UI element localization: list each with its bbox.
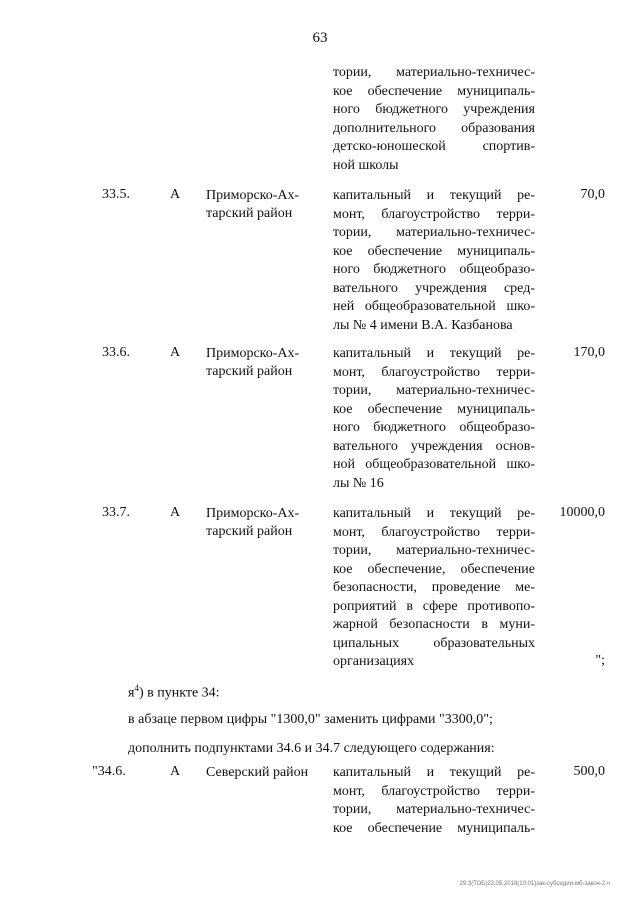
area-line: тарский район bbox=[206, 524, 293, 539]
description-line: тории, материально-техничес- bbox=[333, 65, 535, 80]
description-line: кое обеспечение муниципаль- bbox=[333, 401, 535, 417]
carryover-description bbox=[333, 64, 535, 175]
area-line: Приморско-Ах- bbox=[206, 346, 300, 361]
description-line: монт, благоустройство терри- bbox=[333, 364, 535, 380]
item-number: 33.5. bbox=[102, 187, 130, 202]
item-area bbox=[206, 505, 318, 541]
description-line: монт, благоустройство терри- bbox=[333, 783, 535, 799]
description-line: ней общеобразовательной шко- bbox=[333, 299, 535, 314]
description-line: лы № 16 bbox=[333, 475, 384, 491]
description-line: жарной безопасности в муни- bbox=[333, 617, 535, 632]
description-line: кое обеспечение муниципаль- bbox=[333, 820, 535, 836]
description-line: безопасности, проведение ме- bbox=[333, 580, 535, 595]
paragraph-text: я bbox=[128, 685, 135, 701]
page-number: 63 bbox=[312, 30, 328, 46]
item-value: 10000,0 bbox=[559, 505, 605, 520]
description-line: ного бюджетного общеобразо- bbox=[333, 262, 535, 277]
item-number: 33.6. bbox=[102, 345, 130, 360]
description-line: капитальный и текущий ре- bbox=[333, 506, 535, 521]
description-line: кое обеспечение, обеспечение bbox=[333, 561, 535, 577]
item-value: 70,0 bbox=[580, 187, 605, 202]
description-line: лы № 4 имени В.А. Казбанова bbox=[333, 317, 513, 333]
item-description bbox=[333, 187, 535, 335]
description-line: ного бюджетного учреждения bbox=[333, 102, 535, 117]
description-line: вательного учреждения сред- bbox=[333, 280, 535, 296]
paragraph-text: ) в пункте 34: bbox=[138, 685, 220, 701]
item-description bbox=[333, 505, 535, 672]
description-line: детско-юношеской спортив- bbox=[333, 139, 535, 154]
area-line: Приморско-Ах- bbox=[206, 188, 300, 203]
item-value: 170,0 bbox=[573, 345, 605, 360]
item-description bbox=[333, 764, 535, 838]
item-description bbox=[333, 345, 535, 493]
description-line: тории, материально-техничес- bbox=[333, 543, 535, 558]
area-line: тарский район bbox=[206, 364, 293, 379]
item-category: А bbox=[170, 764, 181, 779]
paragraph-item-ya bbox=[128, 683, 220, 702]
area-line: Приморско-Ах- bbox=[206, 506, 300, 521]
item-category: А bbox=[170, 505, 181, 520]
paragraph-supplement: дополнить подпунктами 34.6 и 34.7 следующего содержания: bbox=[128, 741, 495, 756]
description-line: ного бюджетного общеобразо- bbox=[333, 420, 535, 435]
superscript: 4 bbox=[134, 683, 139, 693]
description-line: дополнительного образования bbox=[333, 120, 535, 136]
description-line: капитальный и текущий ре- bbox=[333, 765, 535, 780]
description-line: кое обеспечение муниципаль- bbox=[333, 83, 535, 99]
description-line: тории, материально-техничес- bbox=[333, 225, 535, 240]
item-area: Северский район bbox=[206, 765, 309, 780]
description-line: кое обеспечение муниципаль- bbox=[333, 243, 535, 259]
item-value: 500,0 bbox=[573, 764, 605, 779]
description-line: капитальный и текущий ре- bbox=[333, 188, 535, 203]
area-line: тарский район bbox=[206, 206, 293, 221]
description-line: капитальный и текущий ре- bbox=[333, 346, 535, 361]
description-line: ципальных образовательных bbox=[333, 635, 535, 651]
description-line: монт, благоустройство терри- bbox=[333, 524, 535, 540]
description-line: ной общеобразовательной шко- bbox=[333, 457, 535, 472]
description-line: организациях bbox=[333, 654, 415, 669]
description-line: тории, материально-техничес- bbox=[333, 802, 535, 817]
footer-file-stamp: 29.3(ТОБ)23.05.2018(10:01)зак-субсидии-мб-закон-2.ч bbox=[459, 881, 610, 887]
item-area bbox=[206, 345, 318, 381]
item-category: А bbox=[170, 187, 181, 202]
description-line: вательного учреждения основ- bbox=[333, 438, 535, 454]
closing-quote: "; bbox=[595, 653, 605, 668]
item-area bbox=[206, 187, 318, 223]
description-line: монт, благоустройство терри- bbox=[333, 206, 535, 222]
description-line: ной школы bbox=[333, 157, 399, 173]
item-category: А bbox=[170, 345, 181, 360]
description-line: тории, материально-техничес- bbox=[333, 383, 535, 398]
item-number: 33.7. bbox=[102, 505, 130, 520]
item-number: "34.6. bbox=[92, 764, 126, 779]
description-line: роприятий в сфере противопо- bbox=[333, 598, 535, 614]
paragraph-amendment: в абзаце первом цифры "1300,0" заменить цифрами "3300,0"; bbox=[128, 712, 493, 727]
